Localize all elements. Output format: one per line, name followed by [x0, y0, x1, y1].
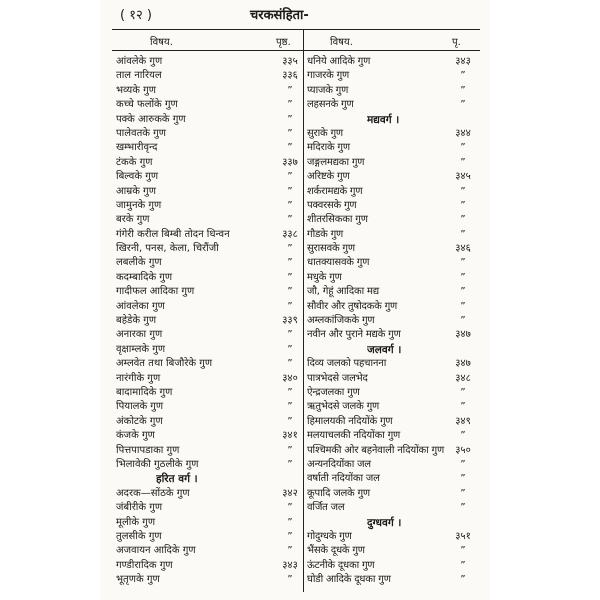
page-number: ” — [287, 343, 293, 355]
subject-text: अंकोटके गुण — [116, 415, 163, 427]
page-number: ३४४ — [455, 127, 471, 139]
subject-text: अरिष्टके गुण — [307, 171, 350, 183]
page-number: ” — [460, 84, 466, 96]
index-row-left — [116, 256, 302, 270]
subject-text: गोदुग्धके गुण — [307, 530, 352, 542]
subject-text: कच्चे फलोंके गुण — [116, 99, 178, 111]
page-number: ” — [287, 214, 293, 226]
index-row-left — [116, 544, 302, 558]
subject-text: लहसनके गुण — [307, 99, 354, 111]
subject-text: भैंसके दूधके गुण — [307, 545, 365, 557]
index-row-left — [116, 328, 302, 342]
page-number: ३४३ — [282, 559, 298, 571]
page-number: ३४७ — [455, 329, 471, 341]
index-row-right — [307, 501, 477, 515]
index-row-left — [116, 141, 302, 155]
page-number: ” — [460, 574, 466, 586]
subject-text: मदिराके गुण — [307, 142, 350, 154]
subject-text: धातक्यासवके गुण — [307, 257, 370, 269]
page-number: ” — [460, 286, 466, 298]
subject-text: अजवायन आदिके गुण — [116, 545, 196, 557]
subject-text: कंजके गुण — [116, 430, 155, 442]
subject-text: कूपादि जलके गुण — [307, 487, 370, 499]
subject-text: सौवीर और तुषोदकके गुण — [307, 300, 398, 312]
page-number: ” — [287, 386, 293, 398]
page-number: ” — [460, 545, 466, 557]
index-row-left — [116, 458, 302, 472]
page-number: ” — [460, 502, 466, 514]
section-title: हरित वर्ग । — [156, 473, 198, 486]
page-number: ” — [287, 127, 293, 139]
index-table-right — [307, 55, 477, 587]
subject-text: सुराके गुण — [307, 127, 343, 139]
page-number: ३४१ — [282, 430, 298, 442]
subject-text: दिव्य जलको पहचानना — [307, 358, 387, 370]
index-row-left — [116, 113, 302, 127]
subject-text: अम्लकांजिकके गुण — [307, 315, 375, 327]
index-row-right — [307, 98, 477, 112]
index-row-left — [116, 516, 302, 530]
page-number: ” — [460, 228, 466, 240]
page-number: ३४६ — [455, 243, 471, 255]
subject-text: आम्रके गुण — [116, 185, 156, 197]
section-heading-right — [307, 343, 477, 357]
section-title: मद्यवर्ग । — [367, 113, 400, 126]
page-number: ” — [460, 473, 466, 485]
subject-text: तुलसीके गुण — [116, 530, 162, 542]
index-row-right — [307, 285, 477, 299]
index-row-right — [307, 487, 477, 501]
page-number: ” — [287, 502, 293, 514]
page-number: ३५१ — [455, 530, 471, 542]
subject-text: लबलीके गुण — [116, 257, 162, 269]
subject-text: ताल नारियल — [116, 70, 162, 82]
index-row-left — [116, 170, 302, 184]
index-row-right — [307, 271, 477, 285]
page-number: ” — [460, 214, 466, 226]
page-number: ” — [287, 199, 293, 211]
page-number: ” — [287, 300, 293, 312]
page-number: ३३९ — [282, 315, 298, 327]
index-row-right — [307, 228, 477, 242]
index-row-left — [116, 84, 302, 98]
subject-text: वर्षाती नदियोंका जल — [307, 473, 380, 485]
page-number: ” — [460, 300, 466, 312]
index-row-left — [116, 415, 302, 429]
page-number: ३३५ — [282, 56, 298, 67]
subject-text: पात्रभेदसे जलभेद — [307, 372, 368, 384]
subject-text: बरके गुण — [116, 214, 150, 226]
subject-text: ऐन्द्रजलका गुण — [307, 386, 360, 398]
index-row-left — [116, 55, 302, 69]
page-number: ” — [287, 185, 293, 197]
index-row-right — [307, 199, 477, 213]
index-row-left — [116, 559, 302, 573]
page-number: ” — [287, 84, 293, 96]
index-row-left — [116, 429, 302, 443]
subject-text: जङ्गलमद्यका गुण — [307, 156, 365, 168]
right-subject-header: विषय. — [330, 37, 353, 48]
index-row-right — [307, 55, 477, 69]
page-number: ” — [460, 185, 466, 197]
subject-text: गाजरके गुण — [307, 70, 350, 82]
running-title: चरकसंहिता- — [250, 8, 309, 23]
index-row-left — [116, 300, 302, 314]
page-number: ” — [460, 458, 466, 470]
index-row-left — [116, 242, 302, 256]
subject-text: ऊंटनीके दूधका गुण — [307, 559, 375, 571]
subject-text: ऋतुभेदसे जलके गुण — [307, 401, 380, 413]
subject-text: जंबीरीके गुण — [116, 502, 163, 514]
index-row-right — [307, 372, 477, 386]
page-number: ” — [460, 386, 466, 398]
subject-text: आंवलेका गुण — [116, 300, 165, 312]
subject-text: भव्यके गुण — [116, 84, 156, 96]
subject-text: नवीन और पुराने मद्यके गुण — [307, 329, 401, 341]
subject-text: पित्तपापडाका गुण — [116, 444, 180, 456]
index-row-right — [307, 400, 477, 414]
page-number: ” — [287, 286, 293, 298]
index-row-right — [307, 242, 477, 256]
subject-text: अनारका गुण — [116, 329, 163, 341]
page-number: ” — [460, 70, 466, 82]
subject-text: गौडके गुण — [307, 228, 344, 240]
page-number: ” — [287, 444, 293, 456]
page-number: ” — [460, 257, 466, 269]
subject-text: भिलावेकी गुठलीके गुण — [116, 458, 199, 470]
subject-text: वृक्षाम्लके गुण — [116, 343, 166, 355]
index-row-right — [307, 141, 477, 155]
section-title: जलवर्ग । — [367, 343, 402, 356]
index-row-left — [116, 573, 302, 587]
index-row-right — [307, 530, 477, 544]
page-number: ३३६ — [282, 70, 298, 82]
section-title: दुग्धवर्ग । — [367, 516, 402, 529]
index-row-right — [307, 314, 477, 328]
index-row-right — [307, 573, 477, 587]
page-number: ” — [287, 99, 293, 111]
index-row-left — [116, 357, 302, 371]
subject-text: हिमालयकी नदियोंके गुण — [307, 415, 393, 427]
subject-text: जामुनके गुण — [116, 199, 162, 211]
page-number: ३३८ — [282, 228, 298, 240]
page-number: ३४० — [282, 372, 298, 384]
section-heading-right — [307, 516, 477, 530]
subject-text: सुरासवके गुण — [307, 243, 355, 255]
index-row-left — [116, 314, 302, 328]
subject-text: पक्वरसके गुण — [307, 199, 357, 211]
index-row-right — [307, 429, 477, 443]
index-row-right — [307, 559, 477, 573]
index-row-left — [116, 98, 302, 112]
index-row-left — [116, 228, 302, 242]
left-subject-header: विषय. — [150, 37, 173, 48]
index-row-left — [116, 185, 302, 199]
subject-text: अन्यनदियोंका जल — [307, 458, 371, 470]
page-number: ” — [287, 530, 293, 542]
index-row-right — [307, 357, 477, 371]
index-row-left — [116, 530, 302, 544]
subject-text: गण्डीरादिक गुण — [116, 559, 173, 571]
subject-text: मूलीके गुण — [116, 516, 156, 528]
page-number: ” — [287, 545, 293, 557]
page-number: ३४७ — [455, 358, 471, 370]
subject-text: आंवलेके गुण — [116, 56, 163, 67]
subject-text: शीतरसिकका गुण — [307, 214, 368, 226]
index-row-right — [307, 156, 477, 170]
index-row-right — [307, 444, 477, 458]
left-page-header: पृष्ठ. — [276, 37, 291, 48]
page-number: ३३७ — [282, 156, 298, 168]
index-row-left — [116, 199, 302, 213]
index-row-right — [307, 386, 477, 400]
page-number: ३४२ — [282, 487, 298, 499]
page-number: ” — [460, 99, 466, 111]
page-number: ” — [460, 142, 466, 154]
subject-text: पक्के आरुकके गुण — [116, 113, 186, 125]
subject-text: टंकके गुण — [116, 156, 153, 168]
subject-text: पश्चिमकी ओर बहनेवाली नदियोंका गुण — [307, 444, 445, 456]
page-number: ” — [287, 113, 293, 125]
subject-text: भूतृणके गुण — [116, 574, 160, 586]
subject-text: खम्भारीवृन्द — [116, 142, 158, 154]
page-number: ३५० — [455, 444, 471, 456]
subject-text: वर्जित जल — [307, 502, 345, 514]
index-row-right — [307, 328, 477, 342]
page-number: ” — [287, 574, 293, 586]
subject-text: बहेडेके गुण — [116, 315, 157, 327]
page-number: ” — [287, 401, 293, 413]
page-number: ” — [287, 142, 293, 154]
index-row-right — [307, 69, 477, 83]
subject-text: गंगेरी करील बिम्बी तोदन धिन्वन — [116, 228, 230, 240]
index-row-right — [307, 544, 477, 558]
subject-text: प्याजके गुण — [307, 84, 349, 96]
page-number-header: ( १२ ) — [120, 8, 152, 23]
index-row-left — [116, 372, 302, 386]
page-number: ३४३ — [455, 56, 471, 67]
right-page-header: पृ. — [452, 37, 461, 48]
index-row-left — [116, 285, 302, 299]
subject-text: कदम्बादिके गुण — [116, 271, 173, 283]
page-number: ” — [287, 458, 293, 470]
index-row-left — [116, 156, 302, 170]
subject-text: बादामादिके गुण — [116, 386, 173, 398]
page-number: ” — [460, 199, 466, 211]
page-number: ” — [287, 271, 293, 283]
index-table-left — [116, 55, 302, 587]
subject-text: जौ, गेहूं आदिका मद्य — [307, 286, 379, 298]
index-row-right — [307, 256, 477, 270]
index-row-right — [307, 472, 477, 486]
page-number: ३४८ — [455, 372, 471, 384]
index-row-left — [116, 444, 302, 458]
index-row-left — [116, 400, 302, 414]
page-number: ” — [287, 257, 293, 269]
page-number: ” — [287, 516, 293, 528]
section-heading-left — [116, 472, 302, 486]
index-row-right — [307, 170, 477, 184]
page-number: ” — [460, 487, 466, 499]
index-row-right — [307, 415, 477, 429]
index-row-left — [116, 69, 302, 83]
page-number: ” — [460, 401, 466, 413]
index-row-left — [116, 487, 302, 501]
index-row-left — [116, 501, 302, 515]
index-row-right — [307, 185, 477, 199]
page-number: ” — [460, 156, 466, 168]
subject-text: मधुके गुण — [307, 271, 342, 283]
subject-text: नारंगीके गुण — [116, 372, 161, 384]
index-row-right — [307, 300, 477, 314]
subject-text: गादीफल आदिका गुण — [116, 286, 195, 298]
subject-text: मलयाचलकी नदियोंका गुण — [307, 430, 401, 442]
index-row-left — [116, 213, 302, 227]
page-number: ” — [460, 559, 466, 571]
page-number: ” — [287, 358, 293, 370]
subject-text: बिल्वके गुण — [116, 171, 159, 183]
subject-text: धनिये आदिके गुण — [307, 56, 371, 67]
subject-text: अम्लवेत तथा बिजौरेके गुण — [116, 358, 213, 370]
index-row-left — [116, 127, 302, 141]
column-header-rule — [112, 50, 480, 51]
section-heading-right — [307, 113, 477, 127]
index-row-right — [307, 458, 477, 472]
subject-text: पालेवतके गुण — [116, 127, 167, 139]
index-row-left — [116, 343, 302, 357]
page-number: ” — [287, 243, 293, 255]
page-number: ” — [287, 329, 293, 341]
subject-text: पियालके गुण — [116, 401, 164, 413]
page-number: ३४९ — [455, 415, 471, 427]
page-number: ” — [287, 415, 293, 427]
index-row-right — [307, 127, 477, 141]
header-rule — [112, 29, 480, 30]
page-number: ” — [460, 315, 466, 327]
page-number: ” — [460, 271, 466, 283]
column-divider — [303, 29, 304, 592]
subject-text: घोडी आदिके दूधका गुण — [307, 574, 391, 586]
subject-text: शर्करामद्यके गुण — [307, 185, 363, 197]
subject-text: अदरक—सोंठके गुण — [116, 487, 190, 499]
page-number: ” — [460, 430, 466, 442]
index-row-right — [307, 84, 477, 98]
index-row-right — [307, 213, 477, 227]
page-number: ३४५ — [455, 171, 471, 183]
index-row-left — [116, 386, 302, 400]
subject-text: खिरनी, पनस, केला, चिरौंजी — [116, 243, 219, 255]
page-number: ” — [287, 171, 293, 183]
index-row-left — [116, 271, 302, 285]
